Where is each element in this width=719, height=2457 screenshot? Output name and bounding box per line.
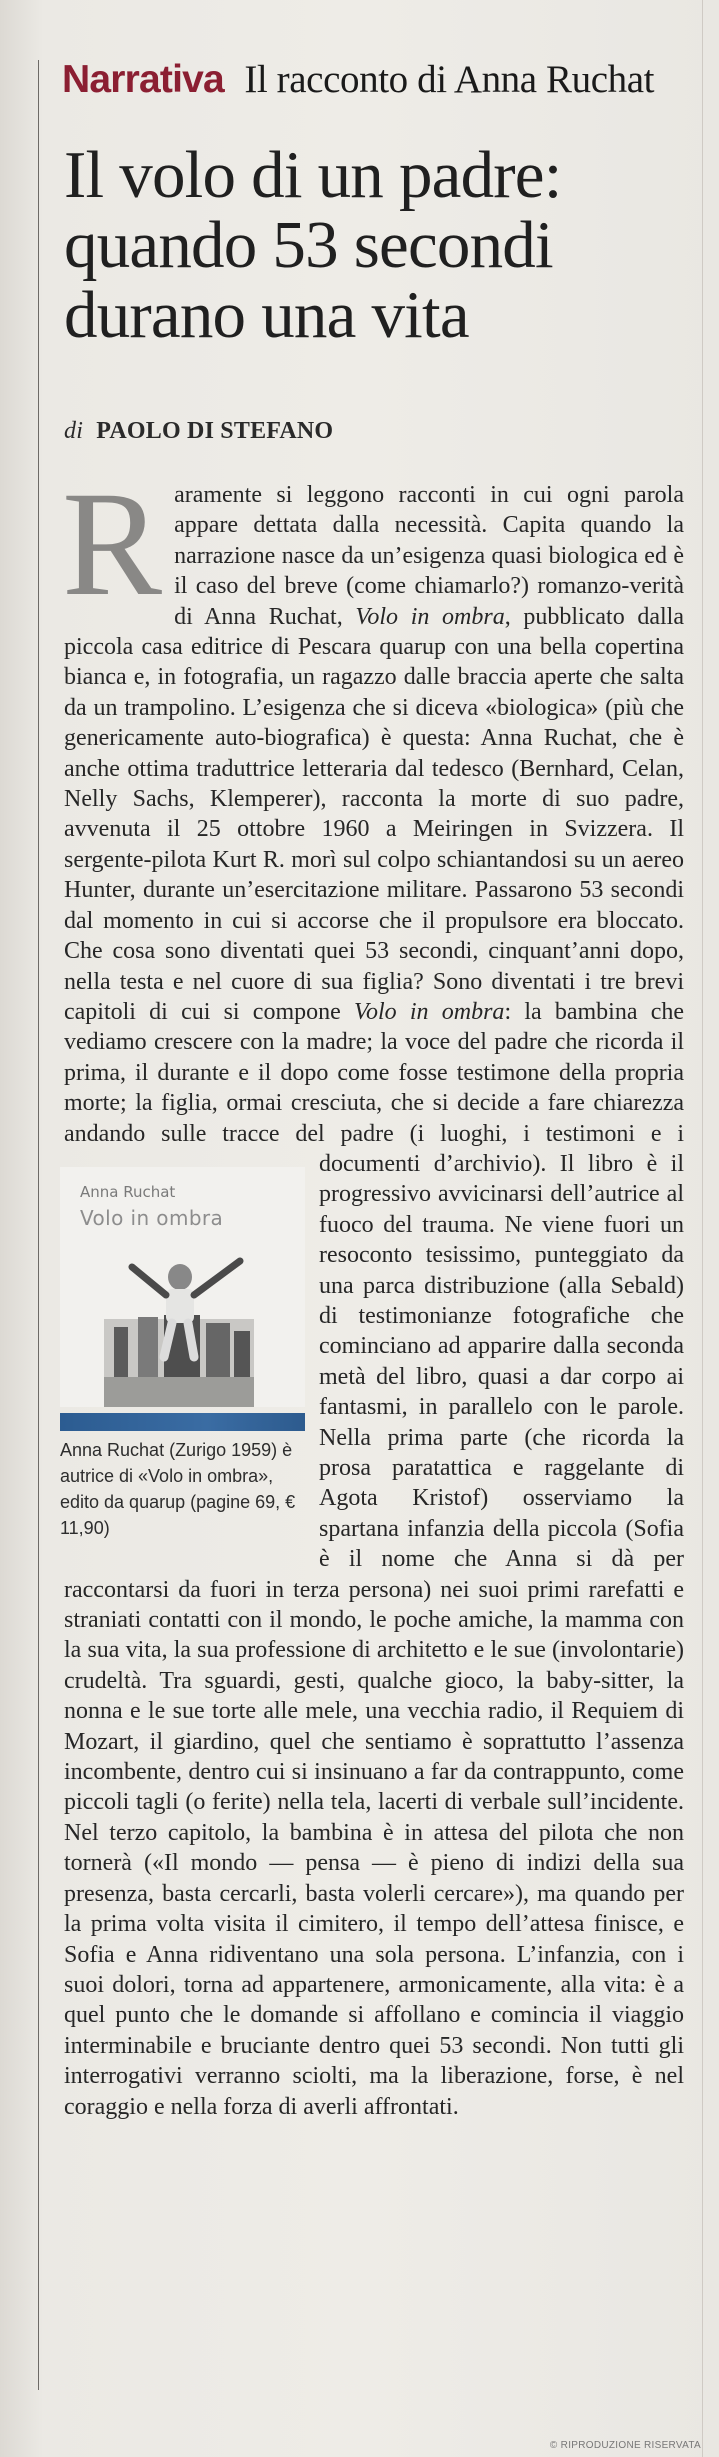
book-title-italic: Volo in ombra [354,998,505,1025]
kicker [62,60,654,99]
caption-color-bar [60,1413,305,1431]
section-label: Narrativa [62,58,224,101]
drop-cap: R [62,461,163,627]
book-cover-photo [60,1167,305,1407]
topic-label: Il racconto di Anna Ruchat [244,58,655,101]
paragraph-2: Il libro è il progressivo avvicinarsi dell’autrice al fuoco del trauma. Ne viene fuori un resoconto tesissimo, punteggiato da una parca distribuzione (alla Sebald) di testimonianze fotografiche che cominciano ad apparire dalla seconda metà del libro, quasi a dar corpo ai fantasmi, in parallelo con le parole. Nella prima parte (che ricorda la prosa paratattica e raggelante di Agota Kristof) osserviamo la spartana infanzia della piccola (Sofia è il nome che Anna si dà per raccontarsi da fuori in terza persona) nei suoi primi rarefatti e straniati contatti con il mondo, le poche amiche, la mamma con la sua vita, la sua professione di architetto e le sue (involontarie) crudeltà. Tra sguardi, gesti, qualche gioco, la baby-sitter, la nonna e le sue torte alle mele, una vecchia radio, il Requiem di Mozart, il giardino, quel che sentiamo è soprattutto l’assenza incombente, dentro cui si insinuano a far da contrappunto, come piccoli tagli (o ferite) nella tela, lacerti di verbale sull’incidente. Nel terzo capitolo, la bambina è in attesa del pilota che non tornerà («Il mondo — pensa — è pieno di indizi della sua presenza, basta cercarli, basta volerli cercare»), ma quando per la prima volta visita il cimitero, il tempo dell’attesa finisce, e Sofia e Anna ridiventano una sola persona. L’infanzia, con i suoi dolori, torna ad appartenere, armonicamente, alla vita: è a quel punto che le domande si affollano e comincia il viaggio interminabile e bruciante dentro quei 53 secondi. Non tutti gli interrogativi verranno sciolti, ma la liberazione, forse, è nel coraggio e nella forza di averli affrontati. [64,1150,684,2120]
article-body [60,461,684,2122]
author-name: PAOLO DI STEFANO [96,418,334,444]
book-title-italic: Volo in ombra [355,603,505,630]
byline [64,418,684,445]
copyright-note: © RIPRODUZIONE RISERVATA [549,2440,701,2451]
paragraph-1-part-2: , pubblicato dalla piccola casa editrice di Pescara quarup con una bella copertina bianca e, in fotografia, un ragazzo dalle braccia aperte che salta da un trampolino. L’esigenza che si diceva «biologica» (più che genericamente auto-biografica) è questa: Anna Ruchat, che è anche ottima traduttrice letteraria dal tedesco (Bernhard, Celan, Nelly Sachs, Klemperer), racconta la morte di suo padre, avvenuta il 25 ottobre 1960 a Meiringen in Svizzera. Il sergente-pilota Kurt R. morì sul colpo schiantandosi su un aereo Hunter, durante un’esercitazione militare. Passarono 53 secondi dal momento in cui si accorse che il propulsore era bloccato. Che cosa sono diventati quei 53 secondi, cinquant’anni dopo, nella testa e nel cuore di sua figlia? Sono diventati i tre brevi capitoli di cui si compone [64,603,684,1025]
paragraph-1-part-3: : la bambina che vediamo crescere con la madre; la voce del padre che ricorda il prima, il durante e il dopo come fosse testimone della propria morte; la figlia, ormai cresciuta, che si decide a fare chiarezza andando sulle tracce del padre (i luoghi, i testimoni e i documenti d’archivio). [64,998,684,1177]
paragraph-1-part-1: aramente si leggono racconti in cui ogni parola appare dettata dalla necessità. Capita quando la narrazione nasce da un’esigenza quasi biologica ed è il caso del breve (come chiamarlo?) romanzo-verità di Anna Ruchat, [174,482,684,630]
page-edge-right [702,0,703,2457]
jumping-boy-illustration [60,1167,305,1407]
column-rule-left [38,60,39,2390]
byline-prefix: di [64,418,84,444]
figure-caption: Anna Ruchat (Zurigo 1959) è autrice di «Volo in ombra», edito da quarup (pagine 69, € 11,90) [60,1439,296,1538]
cover-title: Volo in ombra [80,1205,224,1230]
headline: Il volo di un padre: quando 53 secondi durano una vita [64,138,562,352]
book-figure [60,1167,305,1541]
cover-author: Anna Ruchat [80,1182,176,1201]
